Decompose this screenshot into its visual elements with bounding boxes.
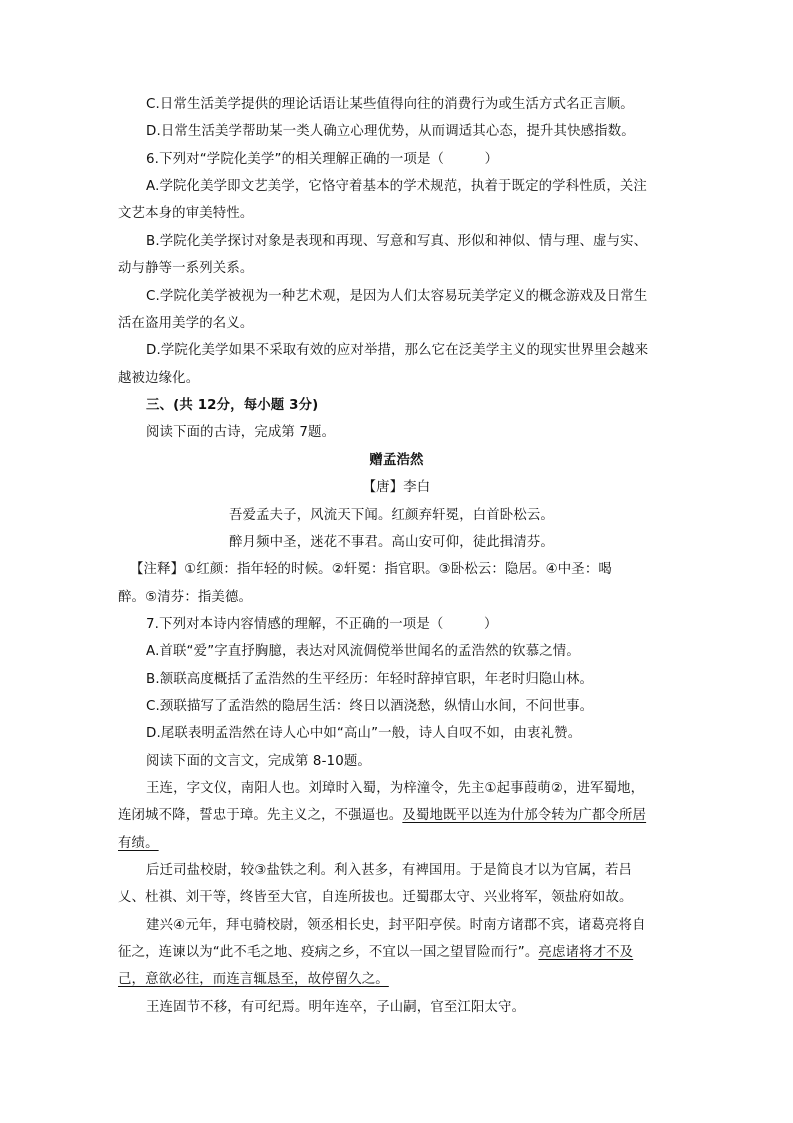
prose-p3-underlined-sentence: 亮虑诸将才不及 (538, 945, 634, 960)
q7-option-b: B.颔联高度概括了孟浩然的生平经历：年轻时辞掉官职，年老时归隐山林。 (146, 672, 594, 687)
q6-option-c-line2: 活在盗用美学的名义。 (118, 316, 254, 331)
q6-option-d-line2: 越被边缘化。 (118, 371, 200, 386)
prose-p3-line1: 建兴④元年，拜屯骑校尉，领丞相长史，封平阳亭侯。时南方诸郡不宾，诸葛亮将自 (146, 918, 646, 933)
prose-p4: 王连固节不移，有可纪焉。明年连卒，子山嗣，官至江阳太守。 (146, 1000, 526, 1015)
q5-option-c: C.日常生活美学提供的理论话语让某些值得向往的消费行为或生活方式名正言顺。 (146, 97, 634, 112)
q7-stem: 7.下列对本诗内容情感的理解，不正确的一项是（ ） (146, 617, 498, 632)
prose-p1-underlined-sentence: 及蜀地既平以连为什邡令转为广都令所居 (402, 808, 647, 823)
q6-option-a-line2: 文艺本身的审美特性。 (118, 206, 254, 221)
q6-option-b-line2: 动与静等一系列关系。 (118, 261, 254, 276)
poem-author: 【唐】李白 (362, 480, 431, 495)
q6-option-d-line1: D.学院化美学如果不采取有效的应对举措，那么它在泛美学主义的现实世界里会越来 (146, 343, 649, 358)
q6-option-c-line1: C.学院化美学被视为一种艺术观，是因为人们太容易玩美学定义的概念游戏及日常生 (146, 289, 648, 304)
poem-note-line2: 醉。⑤清芬：指美德。 (118, 590, 253, 605)
prose-p2-line1: 后迁司盐校尉，较③盐铁之利。利入甚多，有裨国用。于是简良才以为官属，若吕 (146, 863, 633, 878)
section3-intro: 阅读下面的古诗，完成第 7题。 (146, 425, 336, 440)
q7-option-d: D.尾联表明孟浩然在诗人心中如“高山”一般，诗人自叹不如，由衷礼赞。 (146, 726, 582, 741)
prose-p3-line2-plain: 征之，连谏以为“此不毛之地、疫病之乡，不宜以一国之望冒险而行”。 (118, 945, 539, 960)
poem-title: 赠孟浩然 (369, 453, 424, 468)
prose-p1-line3 (118, 835, 678, 853)
prose-p1-underlined-end: 有绩。 (118, 836, 159, 851)
prose-p2-line2: 乂、杜祺、刘干等，终皆至大官，自连所拔也。迁蜀郡太守、兴业将军，领盐府如故。 (118, 890, 633, 905)
q5-option-d: D.日常生活美学帮助某一类人确立心理优势，从而调适其心态，提升其快感指数。 (146, 124, 635, 139)
prose-p3-line3 (118, 971, 678, 989)
prose-p3-underlined-end: 己，意欲必往，而连言辄恳至，故停留久之。 (118, 972, 389, 987)
poem-line-1: 吾爱孟夫子，风流天下闻。红颜弃轩冕，白首卧松云。 (229, 508, 554, 523)
prose-p1-line2 (118, 807, 678, 825)
poem-line-2: 醉月频中圣，迷花不事君。高山安可仰，徒此揖清芬。 (229, 535, 554, 550)
prose-intro: 阅读下面的文言文，完成第 8-10题。 (146, 754, 371, 769)
prose-p1-line2-plain: 连闭城不降，誓忠于璋。先主义之，不强逼也。 (118, 808, 403, 823)
q6-stem: 6.下列对“学院化美学”的相关理解正确的一项是（ ） (146, 152, 499, 167)
q6-option-a-line1: A.学院化美学即文艺美学，它恪守着基本的学术规范，执着于既定的学科性质，关注 (146, 179, 647, 194)
section3-heading: 三、(共 12分，每小题 3分) (146, 398, 319, 413)
prose-p3-line2 (118, 944, 678, 962)
q7-option-c: C.颈联描写了孟浩然的隐居生活：终日以酒浇愁，纵情山水间，不问世事。 (146, 699, 594, 714)
poem-note-line1: 【注释】①红颜：指年轻的时候。②轩冕：指官职。③卧松云：隐居。④中圣：喝 (130, 562, 612, 577)
q7-option-a: A.首联“爱”字直抒胸臆，表达对风流倜傥举世闻名的孟浩然的钦慕之情。 (146, 644, 580, 659)
q6-option-b-line1: B.学院化美学探讨对象是表现和再现、写意和写真、形似和神似、情与理、虚与实、 (146, 234, 648, 249)
prose-p1-line1: 王连，字文仪，南阳人也。刘璋时入蜀，为梓潼令，先主①起事葭萌②，进军蜀地， (146, 781, 645, 796)
